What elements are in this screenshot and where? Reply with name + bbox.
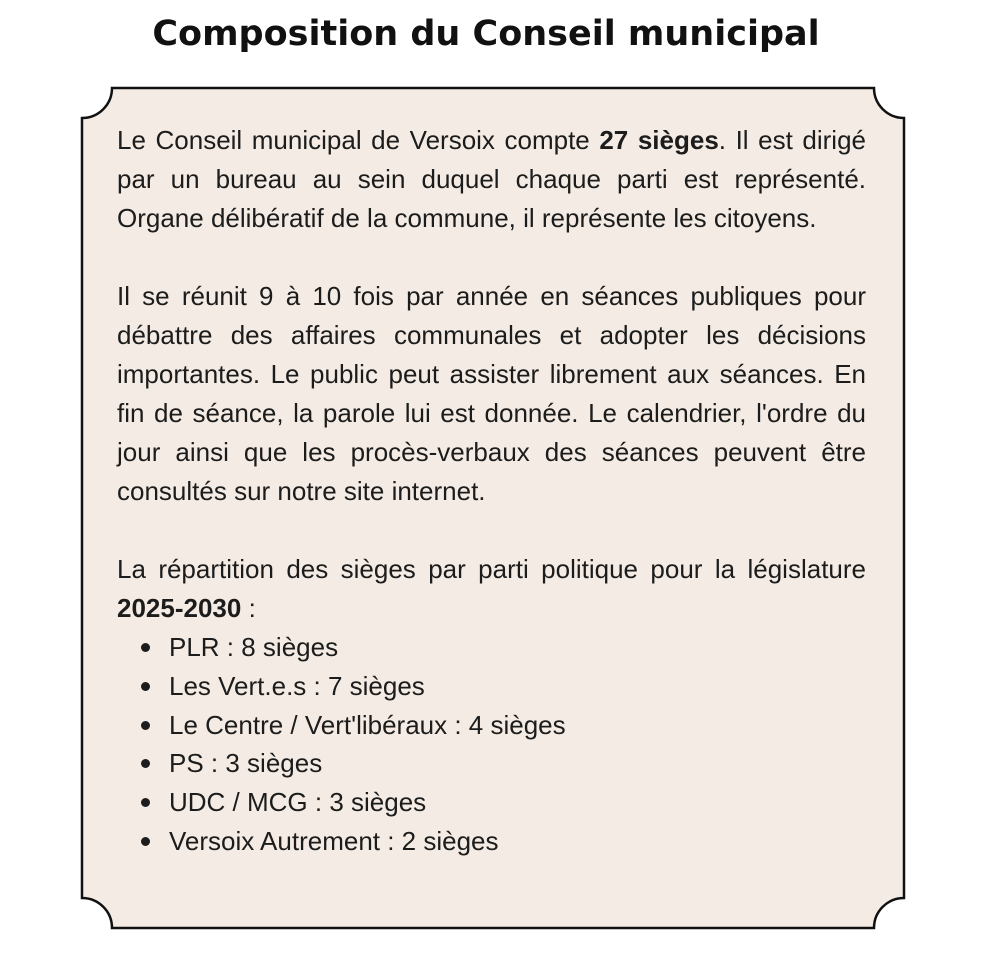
- party-seats: Le Centre / Vert'libéraux : 4 sièges: [169, 709, 566, 740]
- party-seat-list: [117, 628, 866, 861]
- party-seats: PLR : 8 sièges: [169, 632, 339, 662]
- page-title: Composition du Conseil municipal: [152, 14, 820, 54]
- bullet-icon: [141, 682, 150, 691]
- bullet-icon: [141, 759, 150, 768]
- list-item: [117, 628, 866, 667]
- distribution-intro: [117, 550, 866, 628]
- intro-text-end: . Il est dirigé par un bureau au sein duquel chaque parti est représenté. Organe délibératif de la commune, il représente les citoyens.: [117, 125, 866, 233]
- legislature-period: 2025-2030: [117, 593, 242, 623]
- list-item: [117, 706, 866, 745]
- party-seats: PS : 3 sièges: [169, 748, 323, 779]
- bullet-icon: [141, 837, 150, 846]
- list-item: [117, 744, 866, 783]
- bullet-icon: [141, 798, 150, 807]
- distribution-text-end: :: [241, 593, 256, 623]
- intro-text-start: Le Conseil municipal de Versoix compte: [117, 125, 600, 155]
- distribution-text-start: La répartition des sièges par parti politique pour la législature: [117, 554, 866, 584]
- list-item: [117, 783, 866, 822]
- party-seats: Les Vert.e.s : 7 sièges: [169, 670, 425, 701]
- seat-count: 27 sièges: [599, 125, 719, 155]
- party-seats: Versoix Autrement : 2 sièges: [169, 825, 499, 856]
- meetings-paragraph: Il se réunit 9 à 10 fois par année en séances publiques pour débattre des affaires communales et adopter les décisions importantes. Le public peut assister librement aux séances. En fin de séance, la parole lui est donnée. Le calendrier, l'ordre du jour ainsi que les procès-verbaux des séances peuvent être consultés sur notre site internet.: [117, 281, 866, 506]
- bullet-icon: [141, 721, 150, 730]
- panel-content: [117, 121, 866, 861]
- list-item: [117, 822, 866, 861]
- intro-paragraph: [117, 121, 866, 238]
- list-item: [117, 667, 866, 706]
- bullet-icon: [141, 643, 150, 652]
- party-seats: UDC / MCG : 3 sièges: [169, 787, 427, 818]
